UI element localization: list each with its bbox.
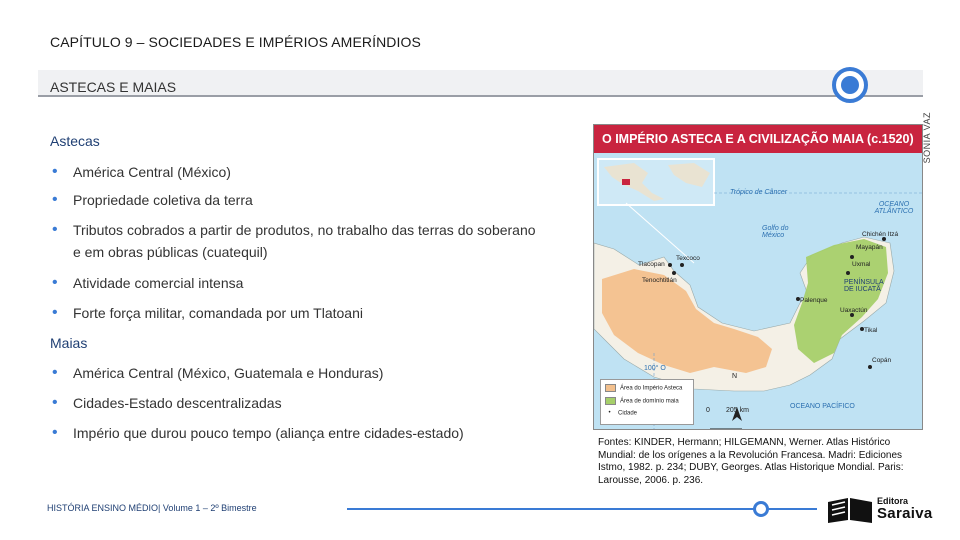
bullet-icon: • bbox=[52, 163, 58, 180]
legend-item: • Cidade bbox=[605, 410, 637, 417]
list-item: • Cidades-Estado descentralizadas bbox=[52, 392, 542, 414]
book-logo-icon bbox=[826, 496, 874, 524]
circle-decoration-icon bbox=[832, 67, 868, 103]
photo-credit: SONIA VAZ bbox=[922, 112, 932, 164]
north-label: N bbox=[732, 373, 738, 380]
tropic-label: Trópico de Câncer bbox=[730, 189, 788, 196]
bullet-icon: • bbox=[52, 191, 58, 208]
city-dot bbox=[672, 271, 676, 275]
publisher-logo bbox=[826, 496, 938, 524]
list-item: • Forte força militar, comandada por um Tlatoani bbox=[52, 302, 542, 324]
inset-highlight bbox=[622, 179, 630, 185]
list-item: • América Central (México, Guatemala e Honduras) bbox=[52, 362, 542, 384]
list-item: • Império que durou pouco tempo (aliança entre cidades-estado) bbox=[52, 422, 542, 444]
bullet-icon: • bbox=[52, 304, 58, 321]
logo-top-text: Editora bbox=[877, 496, 909, 506]
atlantic-label: OCEANO ATLÂNTICO bbox=[874, 201, 914, 215]
map-legend bbox=[600, 379, 694, 425]
city-dot bbox=[868, 365, 872, 369]
scale-zero-label: 0 bbox=[706, 407, 710, 414]
city-label: Tenochtitlán bbox=[642, 277, 677, 284]
bullet-icon: • bbox=[52, 274, 58, 291]
legend-item: Área do Império Asteca bbox=[605, 384, 682, 392]
city-label: Tlacopan bbox=[638, 261, 665, 268]
legend-swatch bbox=[605, 384, 616, 392]
city-dot bbox=[680, 263, 684, 267]
footer-line bbox=[347, 508, 817, 510]
bullet-icon: • bbox=[52, 424, 58, 441]
city-label: Texcoco bbox=[676, 255, 700, 262]
city-label: Tikal bbox=[864, 327, 878, 334]
city-dot bbox=[850, 255, 854, 259]
logo-bottom-text: Saraiva bbox=[877, 505, 933, 522]
pacific-label: OCEANO PACÍFICO bbox=[790, 403, 855, 410]
bullet-icon: • bbox=[52, 394, 58, 411]
bullet-icon: • bbox=[52, 221, 58, 238]
section-subtitle: ASTECAS E MAIAS bbox=[50, 79, 177, 95]
list-item: • Propriedade coletiva da terra bbox=[52, 189, 542, 211]
scale-label: 205 km bbox=[726, 407, 749, 414]
subtitle-divider bbox=[38, 95, 923, 97]
legend-dot-icon: • bbox=[605, 410, 614, 416]
peninsula-label: PENÍNSULA DE IUCATÃ bbox=[844, 279, 884, 293]
map-sea bbox=[594, 153, 922, 429]
legend-item: Área de domínio maia bbox=[605, 397, 679, 405]
bullet-icon: • bbox=[52, 364, 58, 381]
city-label: Palenque bbox=[800, 297, 828, 304]
list-item: • Tributos cobrados a partir de produtos, no trabalho das terras do soberano e em obras públicas (cuatequil) bbox=[52, 221, 536, 260]
astecas-heading: Astecas bbox=[50, 133, 100, 149]
list-item: • Atividade comercial intensa bbox=[52, 272, 542, 294]
city-dot bbox=[668, 263, 672, 267]
inset-connector bbox=[626, 203, 694, 263]
list-item: • América Central (México) bbox=[52, 161, 542, 183]
legend-swatch bbox=[605, 397, 616, 405]
chapter-title: CAPÍTULO 9 – SOCIEDADES E IMPÉRIOS AMERÍNDIOS bbox=[50, 34, 421, 50]
maias-heading: Maias bbox=[50, 335, 88, 351]
map-title: O IMPÉRIO ASTECA E A CIVILIZAÇÃO MAIA (c.1520) bbox=[594, 125, 922, 153]
city-label: Chichén Itzá bbox=[862, 231, 899, 238]
gulf-label: Golfo do México bbox=[762, 225, 789, 239]
city-label: Uaxactún bbox=[840, 307, 868, 314]
city-dot bbox=[846, 271, 850, 275]
meridian-label: 100° O bbox=[644, 365, 666, 372]
historical-map bbox=[593, 124, 923, 430]
city-label: Mayapán bbox=[856, 244, 883, 251]
footer-circle-icon bbox=[753, 501, 769, 517]
city-label: Uxmal bbox=[852, 261, 871, 268]
city-label: Copán bbox=[872, 357, 892, 364]
footer-text: HISTÓRIA ENSINO MÉDIO| Volume 1 – 2º Bimestre bbox=[47, 503, 257, 513]
map-source: Fontes: KINDER, Hermann; HILGEMANN, Werner. Atlas Histórico Mundial: de los orígenes a la Revolución Francesa. Madri: Ediciones Istmo, 1982. p. 234; DUBY, Georges. Atlas Historique Mondial. Paris: Larousse, 2006. p. 236. bbox=[598, 437, 904, 486]
